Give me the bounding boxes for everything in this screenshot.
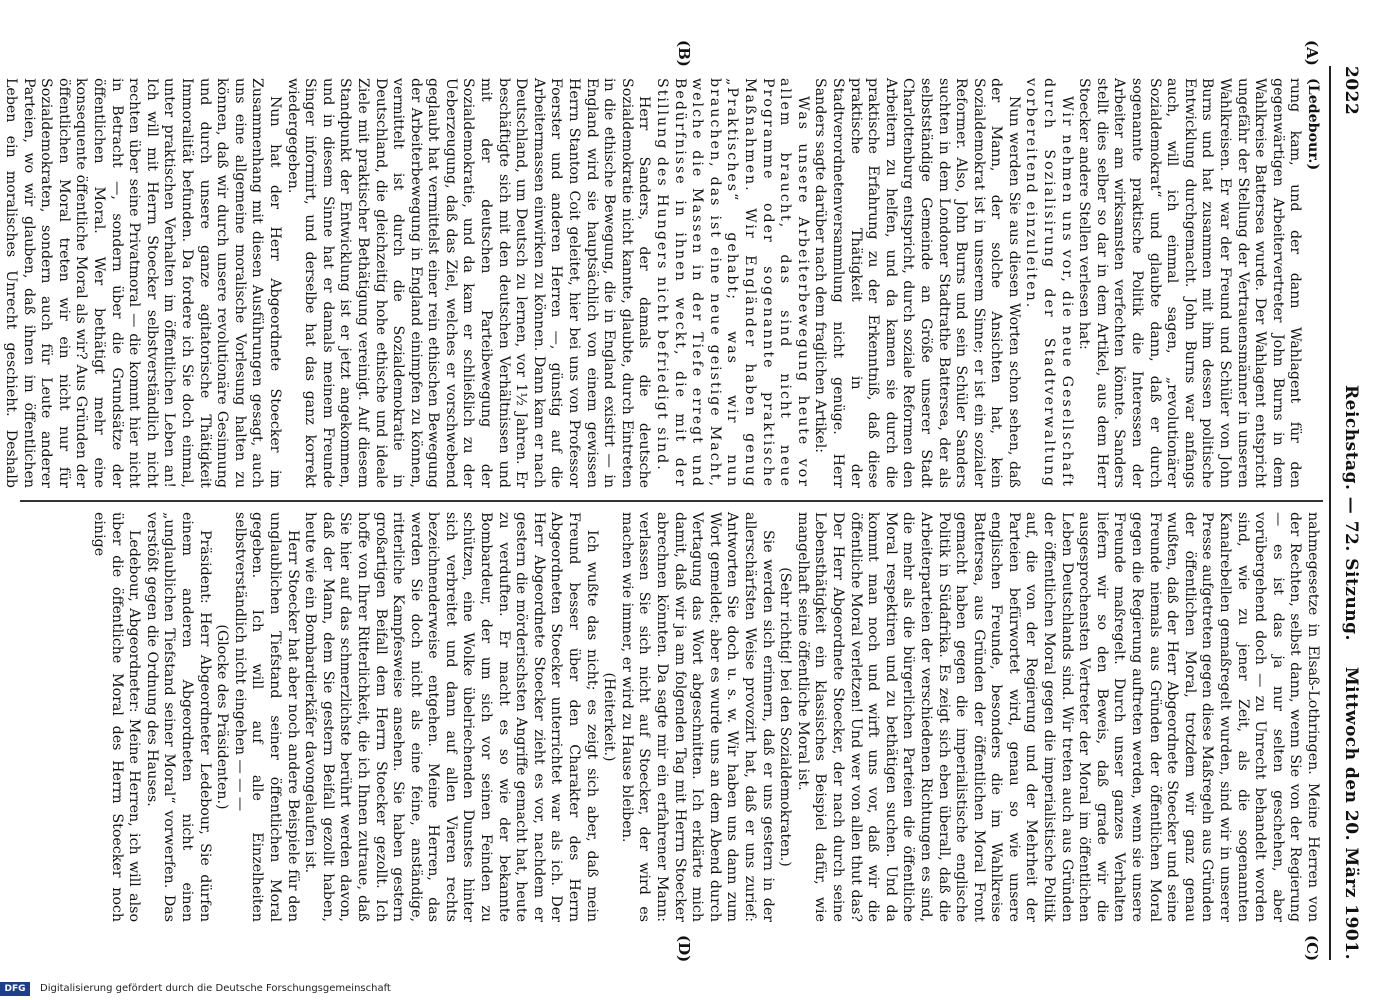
paragraph: Nun hat der Herr Abgeordnete Stoecker im Zusammenhang mit diesen Ausführungen gesagt, auch uns eine allgemeine moralische Vorlesung halten zu können, daß wir durch unsere revolutionäre Gesinnung und durch unsere ganze agitatorische Thätigkeit Immoralität befunden. Da fordere ich Sie doch einmal, unter praktischen Verhalten im öffentlichen Leben an! Ich will mit Herrn Stoecker selbstverständlich nicht rechten über seine Privatmoral — die kommt hier nicht in Betracht —, sondern über die Grundsätze der öffentlichen Moral. Wer bethätigt mehr eine konsequente öffentliche Moral als wir? Aus Gründen der öffentlichen Moral treten wir ein nicht nur für Sozialdemokraten, sondern auch für Leute anderer Parteien, wo wir glauben, daß ihnen im öffentlichen Leben ein moralisches Unrecht geschieht. Deshalb	[3, 78, 283, 488]
paragraph: Herr Stoecker hat aber noch andere Beispiele für den unglaublichen Tiefstand seiner öffentlichen Moral gegeben. Ich will auf alle Einzelheiten selbstverständlich nicht eingehen — — —	[231, 512, 301, 922]
header-date: Mittwoch den 20. März 1901.	[1341, 666, 1361, 960]
page-number: 2022	[1341, 66, 1361, 116]
quote-paragraph: Wir nehmen uns vor, die neue Gesellschaft durch Sozialisirung der Stadtverwaltung vorbereitend einzuleiten.	[1023, 78, 1075, 488]
right-column	[89, 512, 1321, 922]
paragraph: Nun werden Sie aus diesen Worten schon sehen, daß der Mann, der solche Ansichten hat, kein Sozialdemokrat ist in unserem Sinne; er ist ein sozialer Reformer. Also, John Burns und sein Schüler Sanders suchten in dem Londoner Stadtrathe Battersea, der als selbstständige Gemeinde an Größe unserer Stadt Charlottenburg entspricht, durch soziale Reformen den Arbeitern zu helfen, und da kamen sie durch die praktische Erfahrung zu der Erkenntniß, daß diese praktische Thätigkeit in der Stadtverordnetenversammlung nicht genüge. Herr Sanders sagte darüber nach dem fraglichen Artikel:	[812, 78, 1022, 488]
margin-letter-d: (D)	[675, 935, 693, 963]
interjection: (Glocke des Präsidenten.)	[214, 624, 231, 810]
digitization-note: Digitalisierung gefördert durch die Deutsche Forschungsgemeinschaft	[40, 983, 391, 994]
page-header	[1337, 66, 1361, 960]
dfg-logo: DFG	[0, 982, 30, 996]
header-rule	[1329, 66, 1331, 960]
paragraph: nahmegesetze in Elsaß-Lothringen. Meine Herren von der Rechten, selbst dann, wenn Sie von der Regierung — es ist das ja nur selten geschehen, aber vorübergehend doch — zu Unrecht behandelt worden sind, wie zu jener Zeit, als die sogenannten Kanalrebellen gemaßregelt wurden, sind wir in unserer Presse aufgetreten gegen diese Maßregeln aus Gründen der öffentlichen Moral, trotzdem wir ganz genau wußten, daß der Herr Abgeordnete Stoecker und seine Freunde niemals aus Gründen der öffentlichen Moral gegen die Regierung auftreten werden, wenn sie unsere Freunde maßregelt. Durch unser ganzes Verhalten liefern wir so den Beweis, daß grade wir die ausgesprochensten Vertreter der Moral im öffentlichen Leben Deutschlands sind. Wir treten auch aus Gründen der öffentlichen Moral gegen die imperialistische Politik auf, die von der Regierung und der Mehrheit der Parteien befürwortet wird, genau so wie unsere englischen Freunde, besonders die im Wahlkreise Battersea, aus Gründen der öffentlichen Moral Front gemacht haben gegen die imperialistische englische Politik in Südafrika. Es zeigt sich eben überall, daß die Arbeiterparteien der verschiedenen Richtungen es sind, die mehr als die bürgerlichen Parteien die öffentliche Moral respektiren und zu bethätigen suchen. Und da kommt man noch und wirft uns vor, daß wir die öffentliche Moral verletzen! Und wer von allen thut das? Der Herr Abgeordnete Stoecker, der nach durch seine Lebensthätigkeit ein klassisches Beispiel dafür, wie mangelhaft seine öffentliche Moral ist.	[794, 512, 1321, 922]
speaker-label: (Ledebour.)	[1305, 78, 1321, 171]
margin-letter-b: (B)	[675, 40, 693, 67]
paragraph: Sie werden sich erinnern, daß er uns gestern in der allerschärfsten Weise provozirt hat, daß er uns zurief: Antworten Sie doch u. s. w. Wir haben uns dann zum Wort gemeldet; aber es wurde uns an dem Abend durch Vertagung das Wort abgeschnitten. Ich erklärte mich damit, daß wir ja am folgenden Tag mit Herrn Stoecker abrechnen könnten. Da sagte mir ein erfahrener Mann: verlassen Sie sich nicht auf Stoecker, der wird es machen wie immer, er wird zu Hause bleiben.	[618, 512, 776, 922]
interjection: (Heiterkeit.)	[601, 672, 618, 762]
interjection: (Sehr richtig! bei den Sozialdemokraten.)	[777, 567, 794, 867]
left-column	[0, 78, 1321, 488]
paragraph: rung kam, und der dann Wahlagent für den gegenwärtigen Arbeitervertreter John Burns in dem Wahlkreise Battersea wurde. Der Wahlagent entspricht ungefähr der Stellung der Vertrauensmänner in unseren Wahlkreisen. Er war der Freund und Schüler von John Burns und hat zusammen mit ihm dessen politische Entwicklung durchgemacht. John Burns war anfangs auch, will ich einmal sagen, „revolutionärer Sozialdemokrat“ und glaubte dann, daß er durch sogenannte praktische Politik die Interessen der Arbeiter am wirksamsten verfechten könnte. Sanders stellt dies selber so dar in dem Artikel, aus dem Herr Stoecker andere Stellen verlesen hat:	[1076, 78, 1304, 488]
margin-letter-a: (A)	[1303, 40, 1321, 66]
header-title: Reichstag. — 72. Sitzung.	[1341, 385, 1361, 641]
quote-paragraph: Was unsere Arbeiterbewegung heute vor allem braucht, das sind nicht neue Programme oder sogenannte praktische Maßnahmen. Wir Engländer haben genug „Praktisches“ gehabt; was wir nun brauchen, das ist eine neue geistige Macht, welche die Massen in der Tiefe erregt und Bedürfnisse in ihnen weckt, die mit der Stillung des Hungers nicht befriedigt sind.	[654, 78, 811, 488]
paragraph: Herr Sanders, der damals die deutsche Sozialdemokratie nicht kannte, glaubte, durch Eintreten in die ethische Bewegung, die in England existirt — in England wird sie hauptsächlich von einem gewissen Herrn Stanton Coit geleitet, hier bei uns von Professor Foerster und anderen Herren —, günstig auf die Arbeitermassen einwirken zu können. Dann kam er nach Deutschland, um Deutsch zu lernen, vor 1½ Jahren. Er beschäftigte sich mit den deutschen Verhältnissen und mit der deutschen Parteibewegung der Sozialdemokratie, und da kam er schließlich zu der Ueberzeugung, daß das Ziel, welches er vorschwebend geglaubt hat vermittelst einer rein ethischen Bewegung der Arbeiterbewegung in England einimpfen zu können, vermittelt ist durch die Sozialdemokratie in Deutschland, die gleichzeitig hohe ethische und ideale Ziele mit praktischer Bethätigung vereinigt. Auf diesem Standpunkt der Entwicklung ist er jetzt angekommen, und in diesem Sinne hat er damals meinem Freunde Singer informirt, und derselbe hat das ganz korrekt wiedergegeben.	[284, 78, 653, 488]
column-divider	[20, 500, 1323, 502]
speaker-remark: Ledebour, Abgeordneter: Meine Herren, ich will also über die öffentliche Moral des Herrn Stoecker noch einige	[91, 512, 143, 922]
president-remark: Präsident: Herr Abgeordneter Ledebour, Sie dürfen einem anderen Abgeordneten nicht einen „unglaublichen Tiefstand seiner Moral“ vorwerfen. Das verstößt gegen die Ordnung des Hauses.	[143, 512, 213, 922]
margin-letter-c: (C)	[1303, 935, 1321, 962]
paragraph: Ich wußte das nicht; es zeigt sich aber, daß mein Freund besser über den Charakter des Herrn Abgeordneten Stoecker unterrichtet war als ich. Der Herr Abgeordnete Stoecker zieht es vor, nachdem er gestern die mörderischsten Angriffe gemacht hat, heute zu verduften. Er macht es so wie der bekannte Bombardeur, der um sich vor seinen Feinden zu schützen, eine Wolke übelriechenden Dunstes hinter sich verbreitet und dann auf allen Vieren rechts bezeichnenderweise entgehen. Meine Herren, das werden Sie doch nicht als eine feine, anständige, ritterliche Kampfesweise ansehen. Sie haben gestern großartigen Beifall dem Herrn Stoecker gezollt. Ich hoffe von Ihrer Ritterlichkeit, die ich Ihnen zutraue, daß Sie hier auf das schmerzlichste berührt werden davon, daß der Mann, dem Sie gestern Beifall gezollt haben, heute wie ein Bombardierkäfer davongelaufen ist.	[302, 512, 600, 922]
